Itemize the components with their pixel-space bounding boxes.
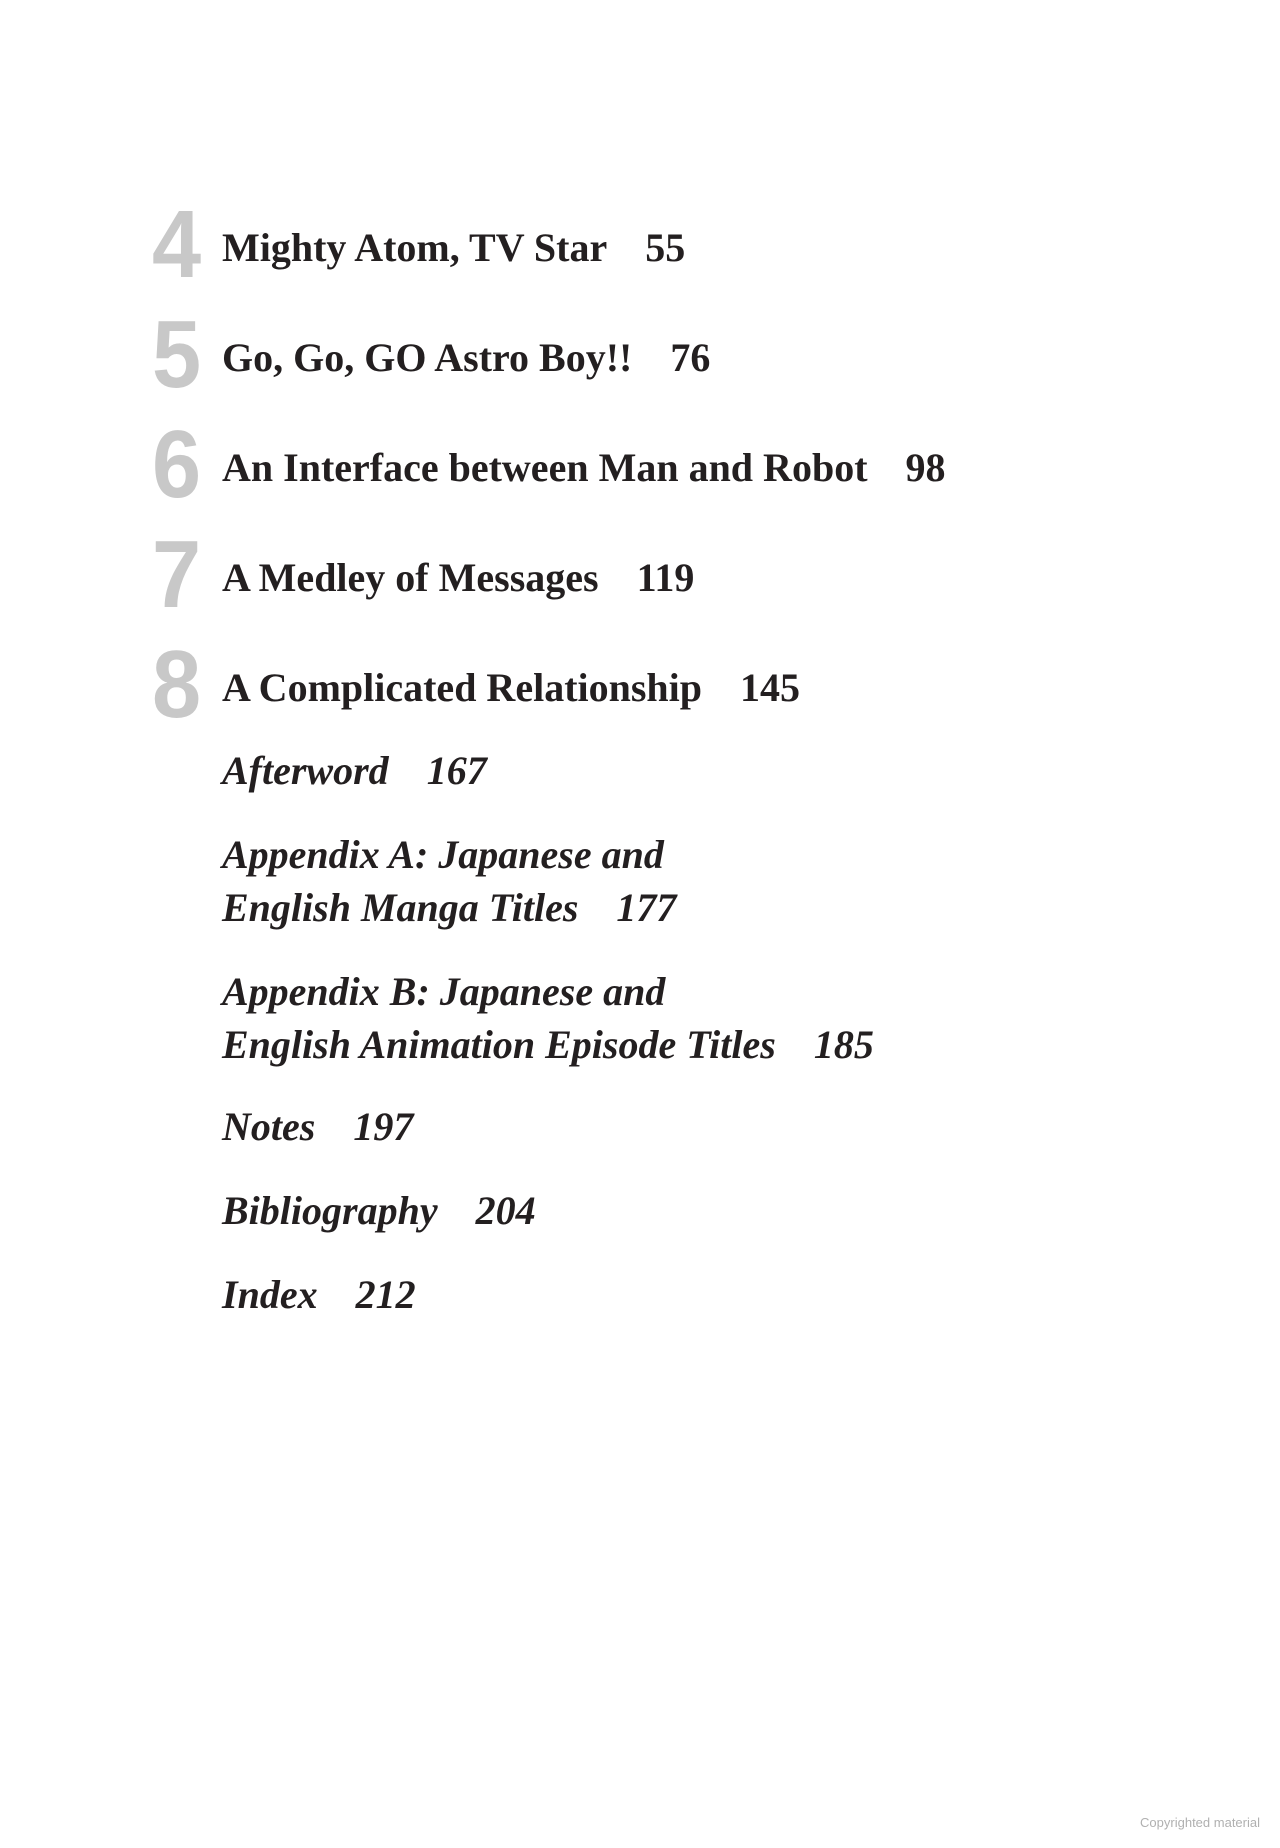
chapter-number: 6 — [152, 411, 196, 518]
back-matter-title-line-1: Appendix A: Japanese and — [222, 832, 664, 877]
back-matter-title: Notes — [222, 1104, 316, 1149]
back-matter-page-number: 197 — [353, 1104, 414, 1149]
toc-appendix-b[interactable] — [222, 965, 874, 1071]
toc-index[interactable] — [222, 1268, 416, 1321]
chapter-page-number: 145 — [740, 665, 801, 710]
chapter-number: 5 — [152, 301, 196, 408]
chapter-page-number: 98 — [905, 445, 946, 490]
chapter-title: A Complicated Relationship — [222, 665, 703, 710]
toc-chapter-7[interactable] — [0, 521, 1280, 628]
chapter-title: Mighty Atom, TV Star — [222, 225, 608, 270]
toc-chapter-6[interactable] — [0, 411, 1280, 518]
chapter-page-number: 76 — [670, 335, 711, 380]
back-matter-title-line-2: English Manga Titles — [222, 885, 579, 930]
toc-bibliography[interactable] — [222, 1184, 536, 1237]
back-matter-title: Afterword — [222, 748, 389, 793]
back-matter-page-number: 185 — [813, 1022, 874, 1067]
back-matter-title: Bibliography — [222, 1188, 438, 1233]
toc-chapter-4[interactable] — [0, 191, 1280, 298]
copyright-footer: Copyrighted material — [1140, 1815, 1260, 1830]
chapter-number: 7 — [152, 521, 196, 628]
toc-appendix-a[interactable] — [222, 828, 676, 934]
toc-chapter-8[interactable] — [0, 631, 1280, 738]
toc-afterword[interactable] — [222, 744, 487, 797]
chapter-title: An Interface between Man and Robot — [222, 445, 868, 490]
chapter-number: 8 — [152, 631, 196, 738]
back-matter-title-line-2: English Animation Episode Titles — [222, 1022, 776, 1067]
toc-notes[interactable] — [222, 1100, 413, 1153]
back-matter-page-number: 167 — [426, 748, 487, 793]
back-matter-page-number: 177 — [616, 885, 677, 930]
chapter-title: A Medley of Messages — [222, 555, 599, 600]
back-matter-page-number: 212 — [355, 1272, 416, 1317]
toc-chapter-5[interactable] — [0, 301, 1280, 408]
chapter-page-number: 119 — [636, 555, 695, 600]
chapter-title: Go, Go, GO Astro Boy!! — [222, 335, 633, 380]
chapter-page-number: 55 — [645, 225, 686, 270]
chapter-number: 4 — [152, 191, 196, 298]
back-matter-title-line-1: Appendix B: Japanese and — [222, 969, 666, 1014]
back-matter-page-number: 204 — [475, 1188, 536, 1233]
back-matter-title: Index — [222, 1272, 318, 1317]
